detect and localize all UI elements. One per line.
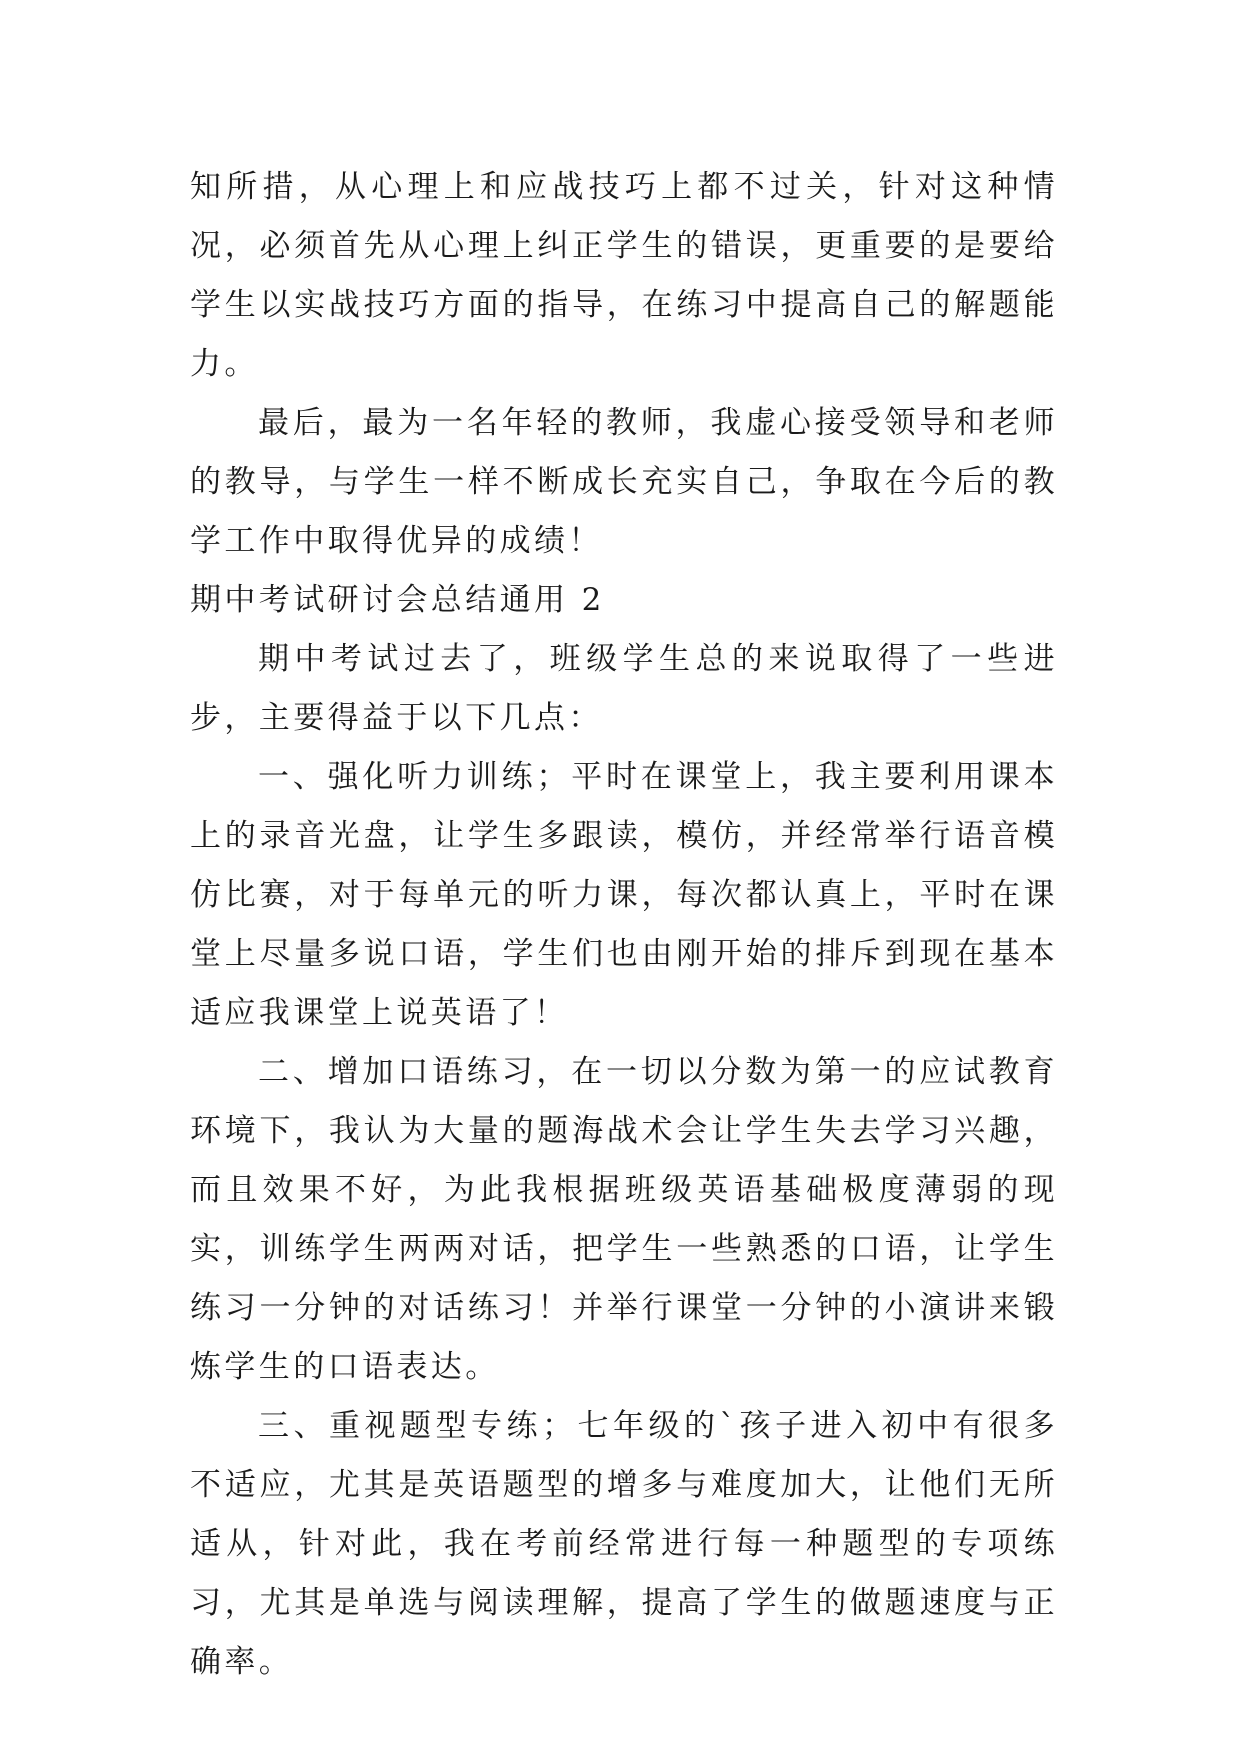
section-heading: 期中考试研讨会总结通用 2 <box>190 582 605 618</box>
paragraph-point-1: 一、强化听力训练；平时在课堂上，我主要利用课本上的录音光盘，让学生多跟读，模仿，并经常举行语音模仿比赛，对于每单元的听力课，每次都认真上，平时在课堂上尽量多说口语，学生们也由刚开始的排斥到现在基本适应我课堂上说英语了！ <box>190 759 1058 1031</box>
paragraph-closing: 最后，最为一名年轻的教师，我虚心接受领导和老师的教导，与学生一样不断成长充实自己，争取在今后的教学工作中取得优异的成绩！ <box>190 405 1058 559</box>
paragraph-continuation: 知所措，从心理上和应战技巧上都不过关，针对这种情况，必须首先从心理上纠正学生的错误，更重要的是要给学生以实战技巧方面的指导，在练习中提高自己的解题能力。 <box>190 169 1058 382</box>
paragraph-point-2: 二、增加口语练习，在一切以分数为第一的应试教育环境下，我认为大量的题海战术会让学生失去学习兴趣，而且效果不好，为此我根据班级英语基础极度薄弱的现实，训练学生两两对话，把学生一些熟悉的口语，让学生练习一分钟的对话练习！并举行课堂一分钟的小演讲来锻炼学生的口语表达。 <box>190 1054 1058 1385</box>
paragraph-intro: 期中考试过去了，班级学生总的来说取得了一些进步，主要得益于以下几点： <box>190 641 1058 736</box>
document-body <box>190 158 1058 1692</box>
paragraph-point-3: 三、重视题型专练；七年级的`孩子进入初中有很多不适应，尤其是英语题型的增多与难度加大，让他们无所适从，针对此，我在考前经常进行每一种题型的专项练习，尤其是单选与阅读理解，提高了学生的做题速度与正确率。 <box>190 1408 1058 1680</box>
